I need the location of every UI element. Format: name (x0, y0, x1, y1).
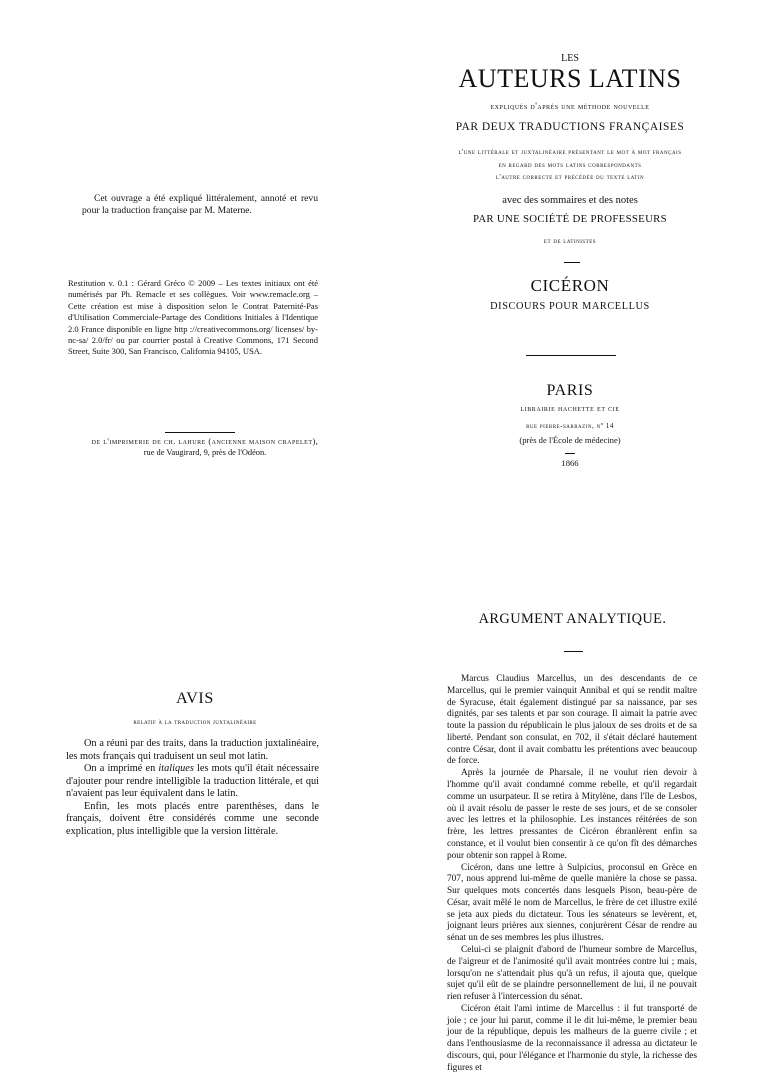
argument-paragraph: Marcus Claudius Marcellus, un des descendants de ce Marcellus, qui le premier vainquit Annibal et qui se rendit maître de Syracuse, était également distingué par sa naissance, par ses dignités, par ses talents et par son courage. Il aimait la patrie avec toute la passion du républicain le plus jaloux de ses droits et de sa liberté. Pendant son consulat, en 702, il s'était déclaré hautement contre César, dont il avait combattu les prétentions avec beaucoup de force. (447, 674, 697, 767)
argument-paragraph: Cicéron était l'ami intime de Marcellus : il fut transporté de joie ; ce jour lui parut, comme il le dit lui-même, le premier beau jour de la république, depuis les malheurs de la guerre civile ; et dans l'enthousiasme de la reconnaissance il adressa au dictateur le discours, qui, pour l'élégance et l'harmonie du style, la richesse des figures et (447, 1003, 697, 1073)
title-divider-long (526, 355, 616, 356)
title-society: PAR UNE SOCIÉTÉ DE PROFESSEURS (473, 213, 667, 225)
publication-year: 1866 (561, 458, 579, 468)
avis-paragraph (66, 763, 319, 801)
printer-line-1: de l'imprimerie de ch. lahure (ancienne maison crapelet), (91, 437, 319, 446)
title-divider-short (564, 262, 580, 263)
author-name: CICÉRON (530, 276, 610, 295)
book-title: AUTEURS LATINS (458, 64, 682, 93)
avis-paragraph: On a réuni par des traits, dans la traduction juxtalinéaire, les mots français qui traduisent un seul mot latin. (66, 738, 319, 762)
argument-paragraph: Celui-ci se plaignit d'abord de l'humeur sombre de Marcellus, de l'aigreur et de l'animosité qu'il avait montrées contre lui ; mais, lorsqu'on ne s'attendait plus qu'à un refus, il ajouta que, quelque sujet qu'il eût de se plaindre personnellement de lui, il ne pouvait rien refuser à l'intercession du sénat. (447, 944, 697, 1003)
printer-line-2: rue de Vaugirard, 9, près de l'Odéon. (143, 447, 267, 457)
argument-paragraph: Après la journée de Pharsale, il ne voulut rien devoir à l'homme qu'il avait condamné comme rebelle, et qu'il regardait comme un usurpateur. Il se retira à Mitylène, dans l'île de Lesbos, où il avait résolu de passer le reste de ses jours, et de se consoler avec les lettres et la philosophie. Les instances réitérées de son frère, les lettres pressantes de Cicéron ébranlèrent enfin sa constance, et il voulut bien consentir à ce qu'on fît des démarches pour obtenir son rappel à Rome. (447, 768, 697, 861)
title-description (430, 146, 710, 184)
argument-divider (564, 651, 583, 652)
publisher-name: librairie hachette et cie (520, 404, 620, 413)
argument-heading: ARGUMENT ANALYTIQUE. (478, 611, 667, 627)
license-notice: Restitution v. 0.1 : Gérard Gréco © 2009 – Les textes initiaux ont été numérisés par Ph. Remacle et ses collègues. Voir www.remacle.org – Cette création est mise à disposition selon le Contrat Paternité-Pas d'Utilisation Commerciale-Partage des Conditions Initiales à l'Identique 2.0 France disponible en ligne http ://creativecommons.org/ licenses/ by-nc-sa/ 2.0/fr/ ou par courrier postal à Creative Commons, 171 Second Street, Suite 300, San Francisco, California 94105, USA. (68, 278, 318, 357)
title-two-translations: PAR DEUX TRADUCTIONS FRANÇAISES (455, 121, 685, 133)
printer-divider (165, 432, 235, 433)
printer-imprint (70, 437, 340, 458)
title-latinists: et de latinistes (543, 237, 597, 245)
argument-paragraph: Cicéron, dans une lettre à Sulpicius, proconsul en Grèce en 707, nous apprend lui-même de quelle manière la chose se passa. Sur quelques mots concertés dans lesquels Pison, beau-père de César, avait mêlé le nom de Marcellus, le frère de cet illustre exilé se jeta aux pieds du dictateur. Tous les sénateurs se levèrent, et, joignant leurs prières aux siennes, conjurèrent César de rendre au sénat un de ses membres les plus illustres. (447, 862, 697, 944)
avis-text: On a imprimé en (84, 763, 159, 774)
description-line-3: l'autre correcte et précédée du texte latin (495, 173, 645, 181)
speech-title: DISCOURS POUR MARCELLUS (490, 301, 650, 312)
argument-body (447, 674, 697, 1075)
description-line-1: l'une littérale et juxtalinéaire présentant le mot à mot français (458, 148, 682, 156)
avis-heading: AVIS (176, 690, 214, 707)
title-les: LES (561, 53, 579, 64)
avis-text: les mots qu'il était nécessaire d'ajouter pour rendre intelligible la traduction littérale, et qui n'avaient pas leur équivalent dans le latin. (66, 763, 319, 799)
description-line-2: en regard des mots latins correspondants (498, 160, 642, 169)
avis-subheading: relatif à la traduction juxtalinéaire (133, 718, 257, 726)
publisher-location-note: (près de l'École de médecine) (519, 435, 621, 445)
year-divider (565, 453, 575, 454)
avis-paragraph: Enfin, les mots placés entre parenthèses, dans le français, doivent être considérés comme une seconde explication, plus intelligible que la version littérale. (66, 800, 319, 837)
title-explains: expliqués d'après une méthode nouvelle (490, 101, 650, 111)
publisher-city: PARIS (546, 382, 594, 399)
avis-body (66, 738, 319, 838)
publisher-street: rue pierre-sarrazin, nº 14 (526, 422, 614, 430)
title-summaries: avec des sommaires et des notes (502, 195, 638, 206)
avis-italic-word: italiques (158, 763, 194, 774)
translation-credit: Cet ouvrage a été expliqué littéralement, annoté et revu pour la traduction française par M. Materne. (82, 193, 318, 216)
